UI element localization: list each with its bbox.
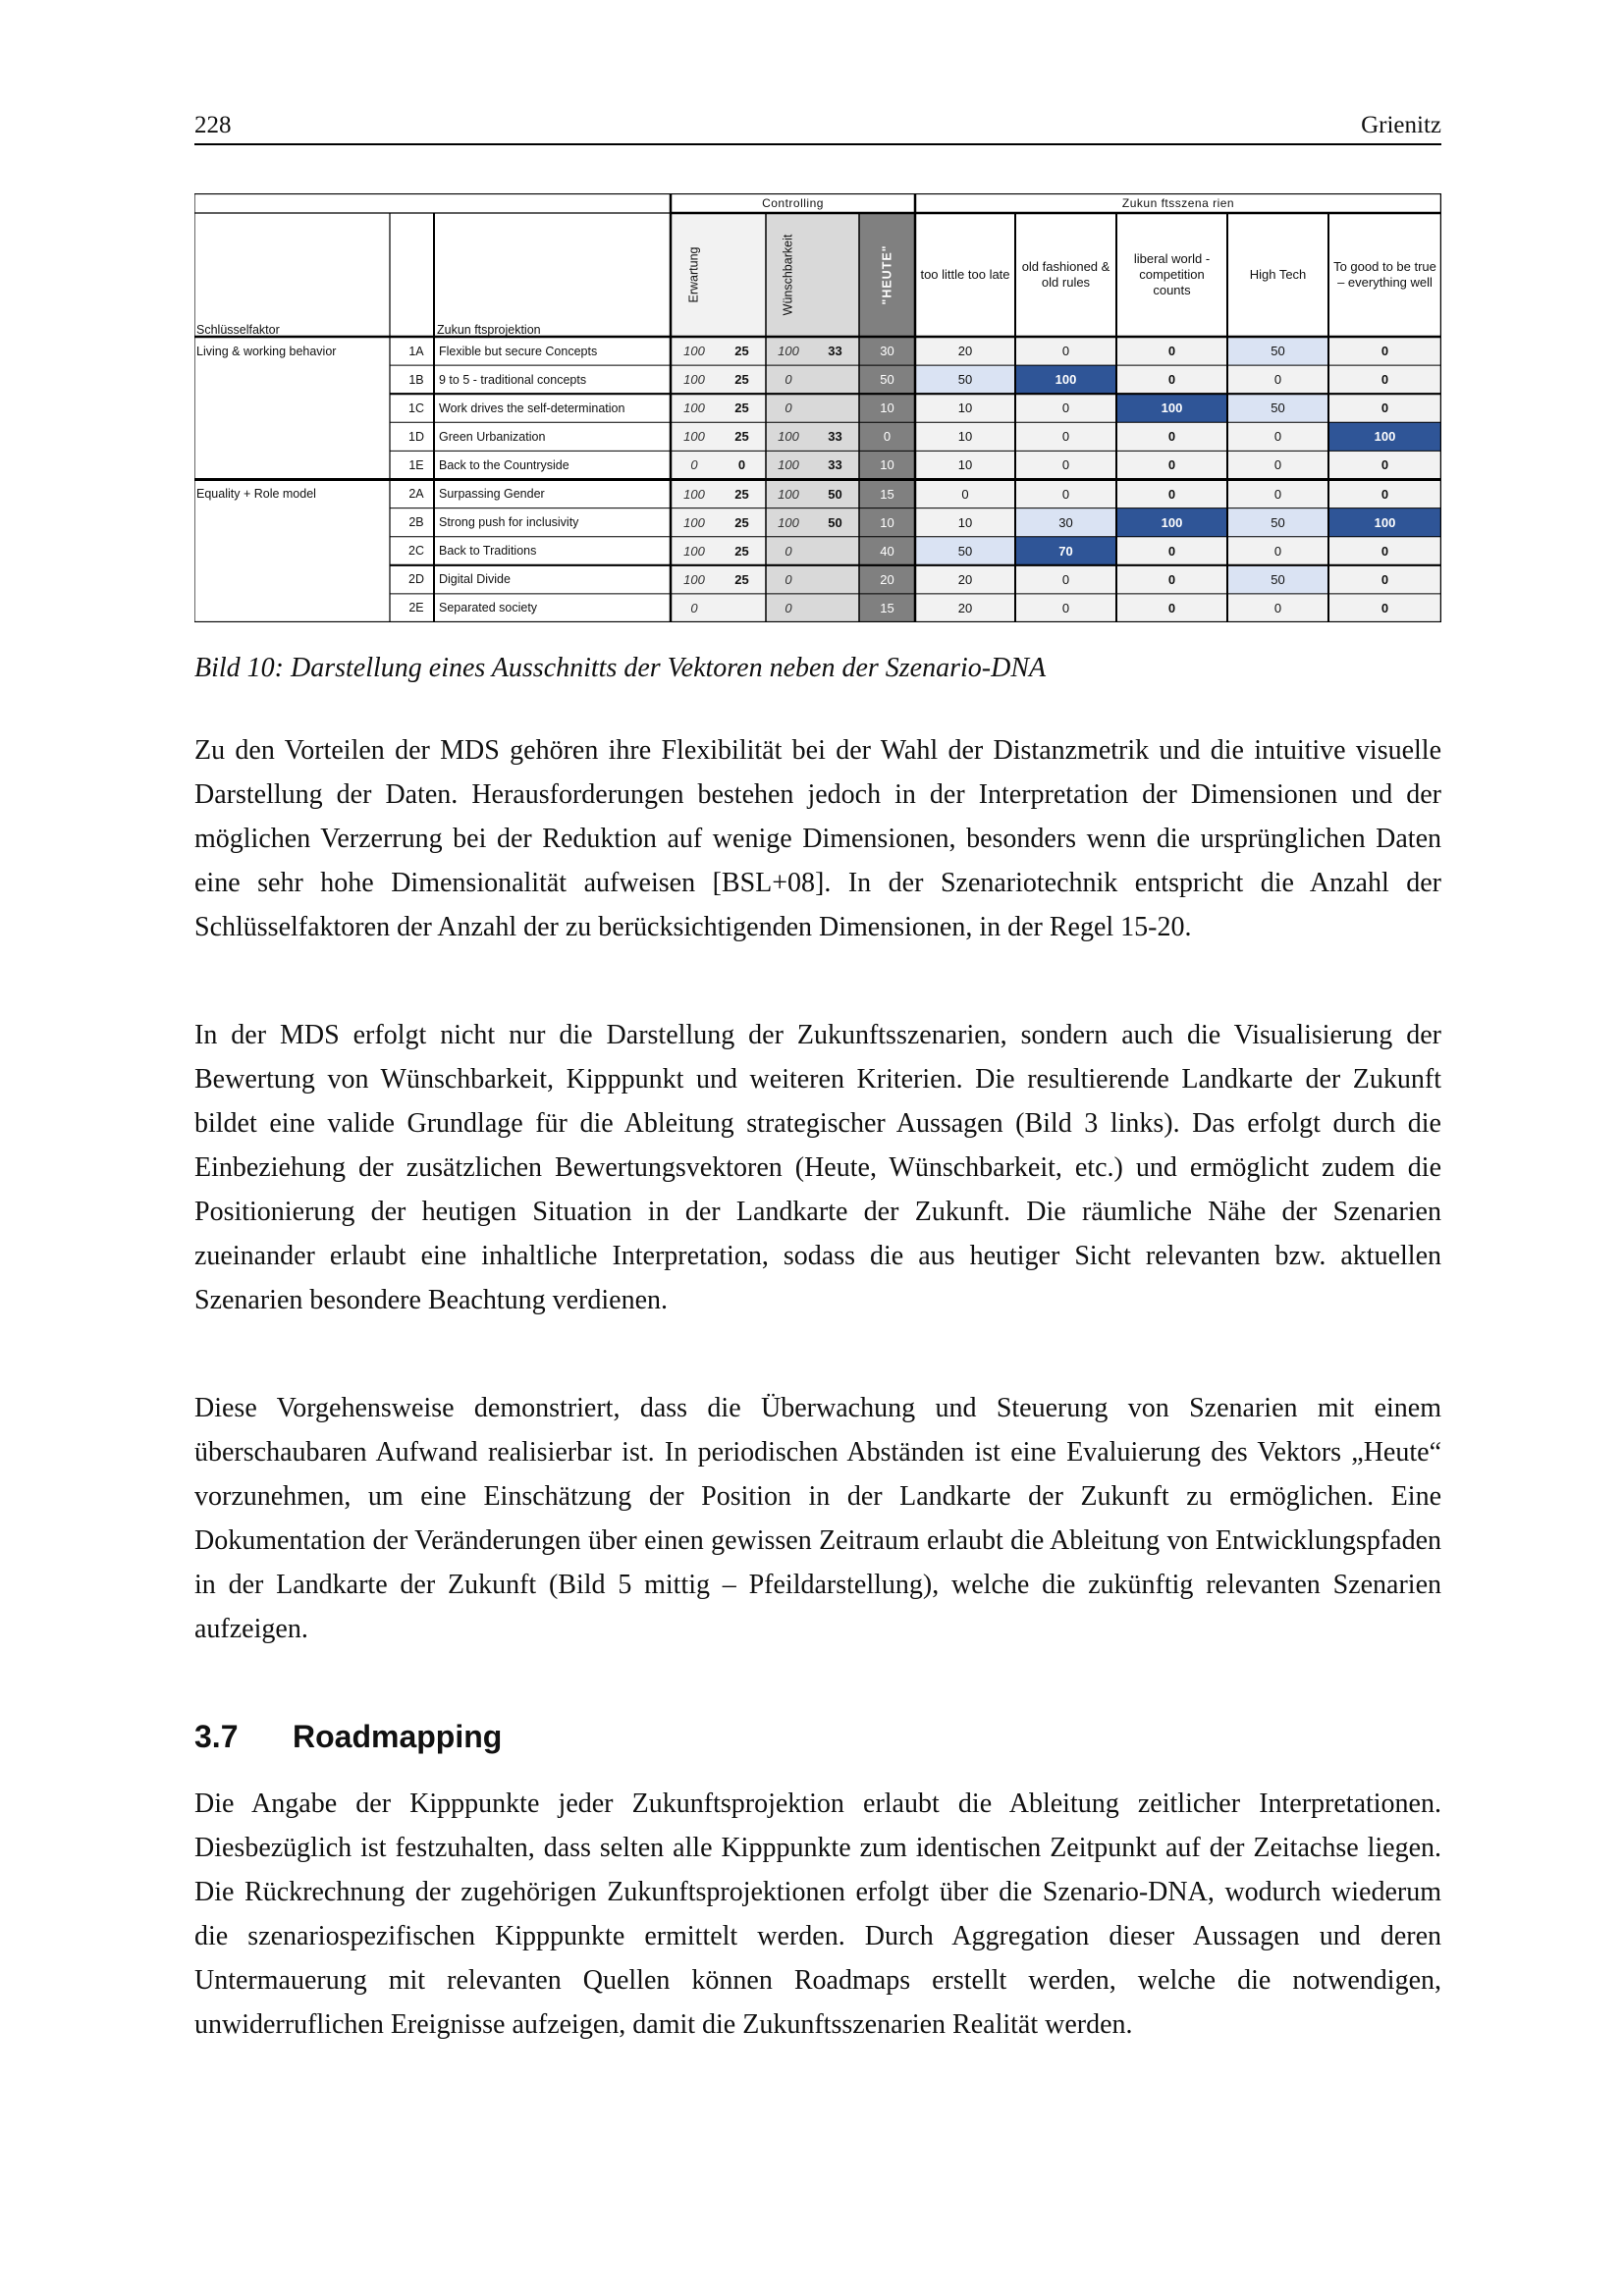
erwartung-weight <box>718 594 766 622</box>
heute-value: 30 <box>880 344 894 359</box>
scenario-value: 0 <box>1273 600 1282 615</box>
page-number: 228 <box>194 112 232 138</box>
scenario-value: 20 <box>957 571 973 587</box>
scenario-value: 50 <box>915 537 1015 565</box>
heute-value: 15 <box>880 486 894 502</box>
wuenschbarkeit-value: 100 <box>778 429 799 445</box>
projection-id: 2C <box>408 544 424 559</box>
projection-id: 1A <box>408 344 424 358</box>
scenario-value: 0 <box>1380 344 1389 359</box>
scenario-value: 0 <box>1167 571 1176 587</box>
scenario-value: 0 <box>1380 571 1389 587</box>
scenario-value: 0 <box>1061 600 1070 615</box>
heute-value: 10 <box>880 457 894 473</box>
projection-label: Green Urbanization <box>439 429 546 444</box>
scenario-header: old fashioned & old rules <box>1021 259 1110 290</box>
scenario-header: High Tech <box>1249 267 1307 282</box>
wuenschbarkeit-value: 100 <box>778 514 799 530</box>
scenario-value: 0 <box>1061 344 1070 359</box>
scenario-value: 10 <box>957 514 973 530</box>
scenario-value: 20 <box>957 344 973 359</box>
scenario-dna-table <box>194 193 1441 622</box>
wuenschbarkeit-weight <box>811 394 859 422</box>
projection-label: Separated society <box>439 601 538 615</box>
scenario-value: 0 <box>1273 372 1282 388</box>
erwartung-weight: 25 <box>734 429 749 445</box>
wuenschbarkeit-value: 0 <box>785 571 792 587</box>
header-key-factor: Schlüsselfaktor <box>196 323 280 337</box>
erwartung-value: 100 <box>683 486 705 502</box>
projection-id: 2D <box>408 572 424 587</box>
erwartung-value: 100 <box>683 400 705 416</box>
paragraph-3: Diese Vorgehensweise demonstriert, dass die Überwachung und Steuerung von Szenarien mit einem überschaubaren Aufwand realisierbar ist. In periodischen Abständen ist eine Evaluierung des Vektors „Heute“ vorzunehmen, um eine Einschätzung der Position in der Landkarte der Zukunft zu ermöglichen. Eine Dokumentation der Veränderungen über einen gewissen Zeitraum erlaubt die Ableitung von Entwicklungspfaden in der Landkarte der Zukunft (Bild 5 mittig – Pfeildarstellung), welche die zukünftig relevanten Szenarien aufzeigen. <box>194 1393 1441 1644</box>
figure-caption: Bild 10: Darstellung eines Ausschnitts der Vektoren neben der Szenario-DNA <box>194 653 1047 683</box>
projection-label: Back to Traditions <box>439 544 537 559</box>
section-heading <box>194 1719 502 1755</box>
section-number: 3.7 <box>194 1719 239 1754</box>
scenario-value: 100 <box>1116 394 1227 422</box>
projection-id: 2A <box>408 487 424 502</box>
projection-label: Digital Divide <box>439 572 511 587</box>
wuenschbarkeit-weight <box>811 594 859 622</box>
wuenschbarkeit-value: 0 <box>785 600 792 615</box>
scenario-value: 0 <box>1167 457 1176 473</box>
scenario-value: 0 <box>1167 344 1176 359</box>
erwartung-value: 0 <box>690 457 698 473</box>
scenario-value: 0 <box>1380 600 1389 615</box>
erwartung-weight: 25 <box>734 400 749 416</box>
scenario-header: too little too late <box>920 267 1010 282</box>
scenario-value: 10 <box>957 429 973 445</box>
erwartung-weight: 25 <box>734 344 749 359</box>
scenario-value: 0 <box>1167 372 1176 388</box>
erwartung-value: 100 <box>683 543 705 559</box>
scenario-value: 50 <box>1227 565 1328 594</box>
key-factor-label: Equality + Role model <box>196 487 316 502</box>
scenario-header: liberal world - competition counts <box>1133 251 1211 297</box>
scenario-value: 100 <box>1116 508 1227 537</box>
projection-label: Back to the Countryside <box>439 457 569 472</box>
projection-label: 9 to 5 - traditional concepts <box>439 372 587 387</box>
projection-id: 2E <box>408 601 424 615</box>
scenario-value: 0 <box>1380 372 1389 388</box>
scenario-value: 50 <box>1227 508 1328 537</box>
section-paragraph: Die Angabe der Kipppunkte jeder Zukunftsprojektion erlaubt die Ableitung zeitlicher Interpretationen. Diesbezüglich ist festzuhalten, dass selten alle Kipppunkte zum identischen Zeitpunkt auf der Zeitachse liegen. Die Rückrechnung der zugehörigen Zukunftsprojektionen erfolgt über die Szenario-DNA, wodurch wiederum die szenariospezifischen Kipppunkte ermittelt werden. Durch Aggregation dieser Aussagen und deren Untermauerung mit relevanten Quellen können Roadmaps erstellt werden, welche die notwendigen, unwiderruflichen Ereignisse aufzeigen, damit die Zukunftsszenarien Realität werden. <box>194 1789 1441 2040</box>
heute-value: 10 <box>880 514 894 530</box>
wuenschbarkeit-weight: 50 <box>828 486 842 502</box>
wuenschbarkeit-value: 0 <box>785 372 792 388</box>
scenario-value: 0 <box>961 486 969 502</box>
erwartung-weight: 25 <box>734 514 749 530</box>
wuenschbarkeit-value: 100 <box>778 457 799 473</box>
scenario-value: 30 <box>1015 508 1116 537</box>
scenario-value: 0 <box>1167 600 1176 615</box>
scenario-value: 0 <box>1061 457 1070 473</box>
wuenschbarkeit-weight <box>811 565 859 594</box>
scenario-value: 50 <box>1227 337 1328 365</box>
scenario-value: 100 <box>1328 422 1441 451</box>
header-projection: Zukun ftsprojektion <box>437 323 541 337</box>
projection-label: Flexible but secure Concepts <box>439 344 598 358</box>
erwartung-value: 100 <box>683 571 705 587</box>
scenario-value: 0 <box>1380 400 1389 416</box>
scenario-value: 0 <box>1380 486 1389 502</box>
scenario-value: 10 <box>957 457 973 473</box>
heute-value: 50 <box>880 372 894 388</box>
scenario-value: 0 <box>1167 429 1176 445</box>
scenario-value: 0 <box>1167 543 1176 559</box>
scenario-value: 0 <box>1061 429 1070 445</box>
projection-label: Surpassing Gender <box>439 487 545 502</box>
scenario-value: 0 <box>1273 543 1282 559</box>
projection-label: Strong push for inclusivity <box>439 515 579 530</box>
scenario-value: 0 <box>1061 571 1070 587</box>
wuenschbarkeit-weight <box>811 365 859 394</box>
projection-label: Work drives the self-determination <box>439 400 625 415</box>
erwartung-weight: 0 <box>737 457 746 473</box>
wuenschbarkeit-weight <box>811 537 859 565</box>
group-header-scenarios: Zukun ftsszena rien <box>1121 196 1235 210</box>
header-wuenschbarkeit: Wünschbarkeit <box>781 234 795 316</box>
scenario-value: 0 <box>1273 429 1282 445</box>
erwartung-value: 100 <box>683 514 705 530</box>
scenario-value: 0 <box>1061 486 1070 502</box>
scenario-value: 0 <box>1273 486 1282 502</box>
wuenschbarkeit-value: 0 <box>785 543 792 559</box>
key-factor-label: Living & working behavior <box>196 344 337 358</box>
projection-id: 1E <box>408 457 424 472</box>
scenario-value: 100 <box>1015 365 1116 394</box>
wuenschbarkeit-value: 0 <box>785 400 792 416</box>
wuenschbarkeit-weight: 33 <box>828 429 842 445</box>
erwartung-weight: 25 <box>734 571 749 587</box>
erwartung-value: 100 <box>683 372 705 388</box>
wuenschbarkeit-weight: 33 <box>828 457 842 473</box>
heute-value: 40 <box>880 543 894 559</box>
scenario-value: 10 <box>957 400 973 416</box>
heute-value: 15 <box>880 600 894 615</box>
header-erwartung: Erwartung <box>686 246 701 303</box>
running-head-author: Grienitz <box>1361 112 1441 138</box>
scenario-value: 0 <box>1061 400 1070 416</box>
wuenschbarkeit-value: 100 <box>778 486 799 502</box>
erwartung-weight: 25 <box>734 486 749 502</box>
scenario-value: 0 <box>1380 543 1389 559</box>
scenario-value: 50 <box>915 365 1015 394</box>
header-heute: "HEUTE" <box>880 244 894 305</box>
projection-id: 1D <box>408 429 424 444</box>
erwartung-weight: 25 <box>734 372 749 388</box>
scenario-value: 100 <box>1328 508 1441 537</box>
erwartung-value: 0 <box>690 600 698 615</box>
erwartung-value: 100 <box>683 344 705 359</box>
scenario-value: 0 <box>1167 486 1176 502</box>
wuenschbarkeit-weight: 33 <box>828 344 842 359</box>
wuenschbarkeit-value: 100 <box>778 344 799 359</box>
scenario-value: 0 <box>1273 457 1282 473</box>
scenario-value: 70 <box>1015 537 1116 565</box>
running-header <box>194 110 1441 145</box>
projection-id: 1C <box>408 400 424 415</box>
scenario-value: 50 <box>1227 394 1328 422</box>
erwartung-value: 100 <box>683 429 705 445</box>
scenario-header: To good to be true – everything well <box>1333 259 1436 290</box>
projection-id: 1B <box>408 372 424 387</box>
paragraph-1: Zu den Vorteilen der MDS gehören ihre Flexibilität bei der Wahl der Distanzmetrik und die intuitive visuelle Darstellung der Daten. Herausforderungen bestehen jedoch in der Interpretation der Dimensionen und der möglichen Verzerrung bei der Reduktion auf wenige Dimensionen, besonders wenn die ursprünglichen Daten eine sehr hohe Dimensionalität aufweisen [BSL+08]. In der Szenariotechnik entspricht die Anzahl der Schlüsselfaktoren der Anzahl der zu berücksichtigenden Dimensionen, in der Regel 15-20. <box>194 735 1441 942</box>
wuenschbarkeit-weight: 50 <box>828 514 842 530</box>
section-title: Roadmapping <box>293 1719 503 1754</box>
group-header-controlling: Controlling <box>762 196 824 210</box>
scenario-value: 0 <box>1380 457 1389 473</box>
erwartung-weight: 25 <box>734 543 749 559</box>
heute-value: 10 <box>880 400 894 416</box>
paragraph-2: In der MDS erfolgt nicht nur die Darstellung der Zukunftsszenarien, sondern auch die Visualisierung der Bewertung von Wünschbarkeit, Kipppunkt und weiteren Kriterien. Die resultierende Landkarte der Zukunft bildet eine valide Grundlage für die Ableitung strategischer Aussagen (Bild 3 links). Das erfolgt durch die Einbeziehung der zusätzlichen Bewertungsvektoren (Heute, Wünschbarkeit, etc.) und ermöglicht zudem die Positionierung der heutigen Situation in der Landkarte der Zukunft. Die räumliche Nähe der Szenarien zueinander erlaubt eine inhaltliche Interpretation, sodass die aus heutiger Sicht relevanten bzw. aktuellen Szenarien besondere Beachtung verdienen. <box>194 1020 1441 1315</box>
heute-value: 20 <box>880 571 894 587</box>
heute-value: 0 <box>883 429 892 445</box>
scenario-value: 20 <box>957 600 973 615</box>
projection-id: 2B <box>408 515 424 530</box>
